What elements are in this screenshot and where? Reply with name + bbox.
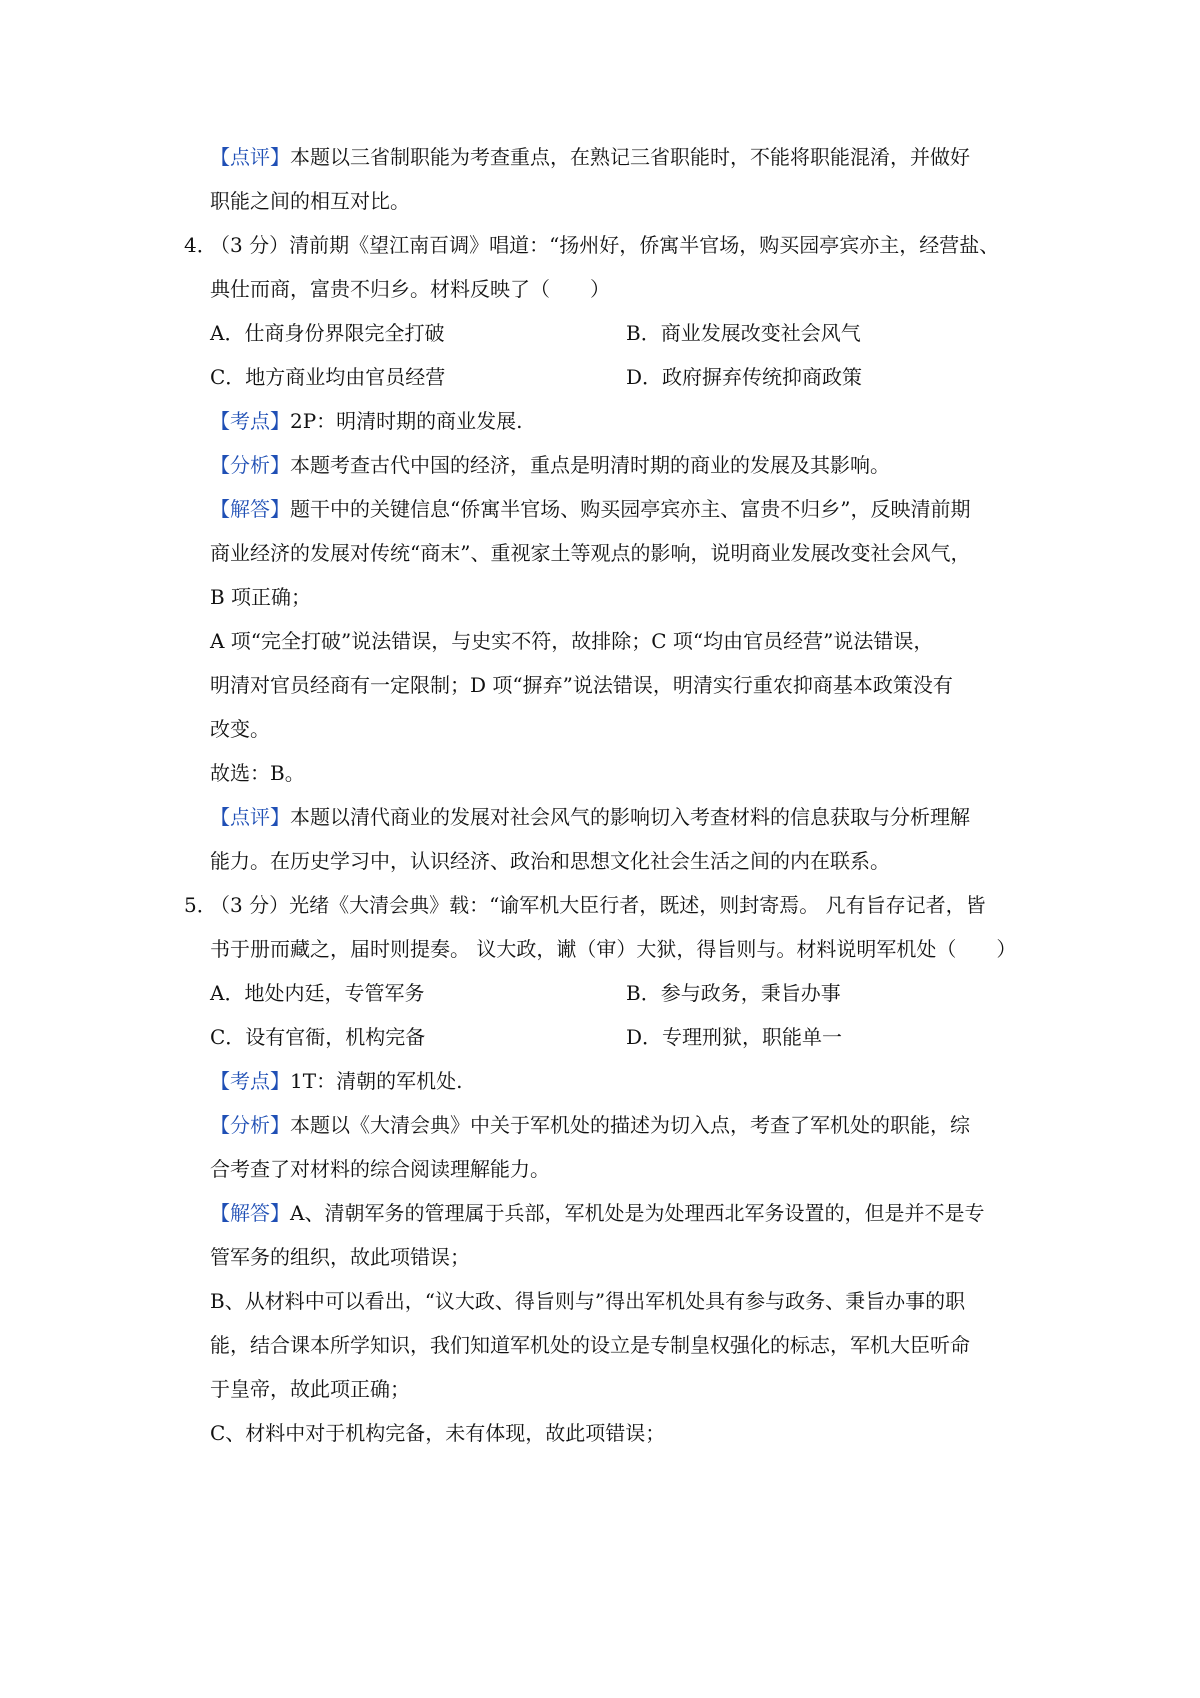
comment-tag: 【点评】 [210,145,290,169]
q4-fenxi [210,450,1026,480]
q5-jieda-line-2: 管军务的组织，故此项错误； [210,1245,470,1269]
q5-jieda-line-3: B、从材料中可以看出，“议大政、得旨则与”得出军机处具有参与政务、秉旨办事的职 [210,1289,966,1313]
q5-kaodian-text: 1T：清朝的军机处. [290,1069,463,1093]
q4-jieda-line-5: 明清对官员经商有一定限制；D 项“摒弃”说法错误，明清实行重农抑商基本政策没有 [210,673,953,697]
q5-stem-line-2: 书于册而藏之，届时则提奏。 议大政，谳（审）大狱，得旨则与。材料说明军机处（ ） [210,937,1017,961]
jieda-tag: 【解答】 [210,1201,290,1225]
q4-option-d: D．政府摒弃传统抑商政策 [626,365,863,389]
q4-jieda-line-6: 改变。 [210,717,270,741]
q5-fenxi-line-2: 合考查了对材料的综合阅读理解能力。 [210,1157,550,1181]
q5-option-c: C．设有官衙，机构完备 [210,1025,426,1049]
kaodian-tag: 【考点】 [210,1069,290,1093]
q4-jieda-text-1: 题干中的关键信息“侨寓半官场、购买园亭宾亦主、富贵不归乡”，反映清前期 [290,497,971,521]
q5-jieda-text-1: A、清朝军务的管理属于兵部，军机处是为处理西北军务设置的，但是并不是专 [290,1201,985,1225]
q4-number: 4． [184,233,217,257]
q5-options-row-2 [210,1022,1026,1052]
fenxi-tag: 【分析】 [210,453,290,477]
q4-options-row-2 [210,362,1026,392]
q4-option-c: C．地方商业均由官员经营 [210,365,446,389]
q5-fenxi-line-1 [210,1110,1026,1140]
q3-comment-line-1 [210,142,1026,172]
comment-tag: 【点评】 [210,805,290,829]
q5-kaodian [210,1066,1026,1096]
q4-jieda-line-4: A 项“完全打破”说法错误，与史实不符，故排除；C 项“均由官员经营”说法错误， [210,629,934,653]
q5-options-row-1 [210,978,1026,1008]
q4-dianping-line-2: 能力。在历史学习中，认识经济、政治和思想文化社会生活之间的内在联系。 [210,849,890,873]
q5-jieda-line-1 [210,1198,1026,1228]
q4-stem-line-2: 典仕而商，富贵不归乡。材料反映了（ ） [210,277,610,301]
kaodian-tag: 【考点】 [210,409,290,433]
q4-kaodian [210,406,1026,436]
q4-stem-line-1 [184,230,1026,260]
q5-option-a: A．地处内廷，专管军务 [210,981,425,1005]
q4-jieda-line-1 [210,494,1026,524]
q3-comment-text-1: 本题以三省制职能为考查重点，在熟记三省职能时，不能将职能混淆，并做好 [290,145,970,169]
fenxi-tag: 【分析】 [210,1113,290,1137]
q4-jieda-line-2: 商业经济的发展对传统“商末”、重视家土等观点的影响，说明商业发展改变社会风气， [210,541,971,565]
q5-stem-text-1: （3 分）光绪《大清会典》载：“谕军机大臣行者，既述，则封寄焉。 凡有旨存记者，皆 [210,893,986,917]
q4-kaodian-text: 2P：明清时期的商业发展. [290,409,523,433]
q4-fenxi-text: 本题考查古代中国的经济，重点是明清时期的商业的发展及其影响。 [290,453,890,477]
q4-option-b: B．商业发展改变社会风气 [626,321,861,345]
q4-stem-text-1: （3 分）清前期《望江南百调》唱道：“扬州好，侨寓半官场，购买园亭宾亦主，经营盐、 [210,233,1000,257]
q5-jieda-line-5: 于皇帝，故此项正确； [210,1377,410,1401]
q4-dianping-text-1: 本题以清代商业的发展对社会风气的影响切入考查材料的信息获取与分析理解 [290,805,970,829]
q4-dianping-line-1 [210,802,1026,832]
q5-option-d: D．专理刑狱，职能单一 [626,1025,843,1049]
q4-jieda-line-3: B 项正确； [210,585,312,609]
q5-option-b: B．参与政务，秉旨办事 [626,981,841,1005]
q4-option-a: A．仕商身份界限完全打破 [210,321,445,345]
q5-fenxi-text-1: 本题以《大清会典》中关于军机处的描述为切入点，考查了军机处的职能，综 [290,1113,970,1137]
jieda-tag: 【解答】 [210,497,290,521]
q5-stem-line-1 [184,890,1026,920]
q5-jieda-line-4: 能，结合课本所学知识，我们知道军机处的设立是专制皇权强化的标志，军机大臣听命 [210,1333,970,1357]
q3-comment-line-2: 职能之间的相互对比。 [210,189,410,213]
q5-number: 5． [184,893,217,917]
q4-options-row-1 [210,318,1026,348]
q4-jieda-line-7: 故选：B。 [210,761,305,785]
q5-jieda-line-6: C、材料中对于机构完备，未有体现，故此项错误； [210,1421,666,1445]
